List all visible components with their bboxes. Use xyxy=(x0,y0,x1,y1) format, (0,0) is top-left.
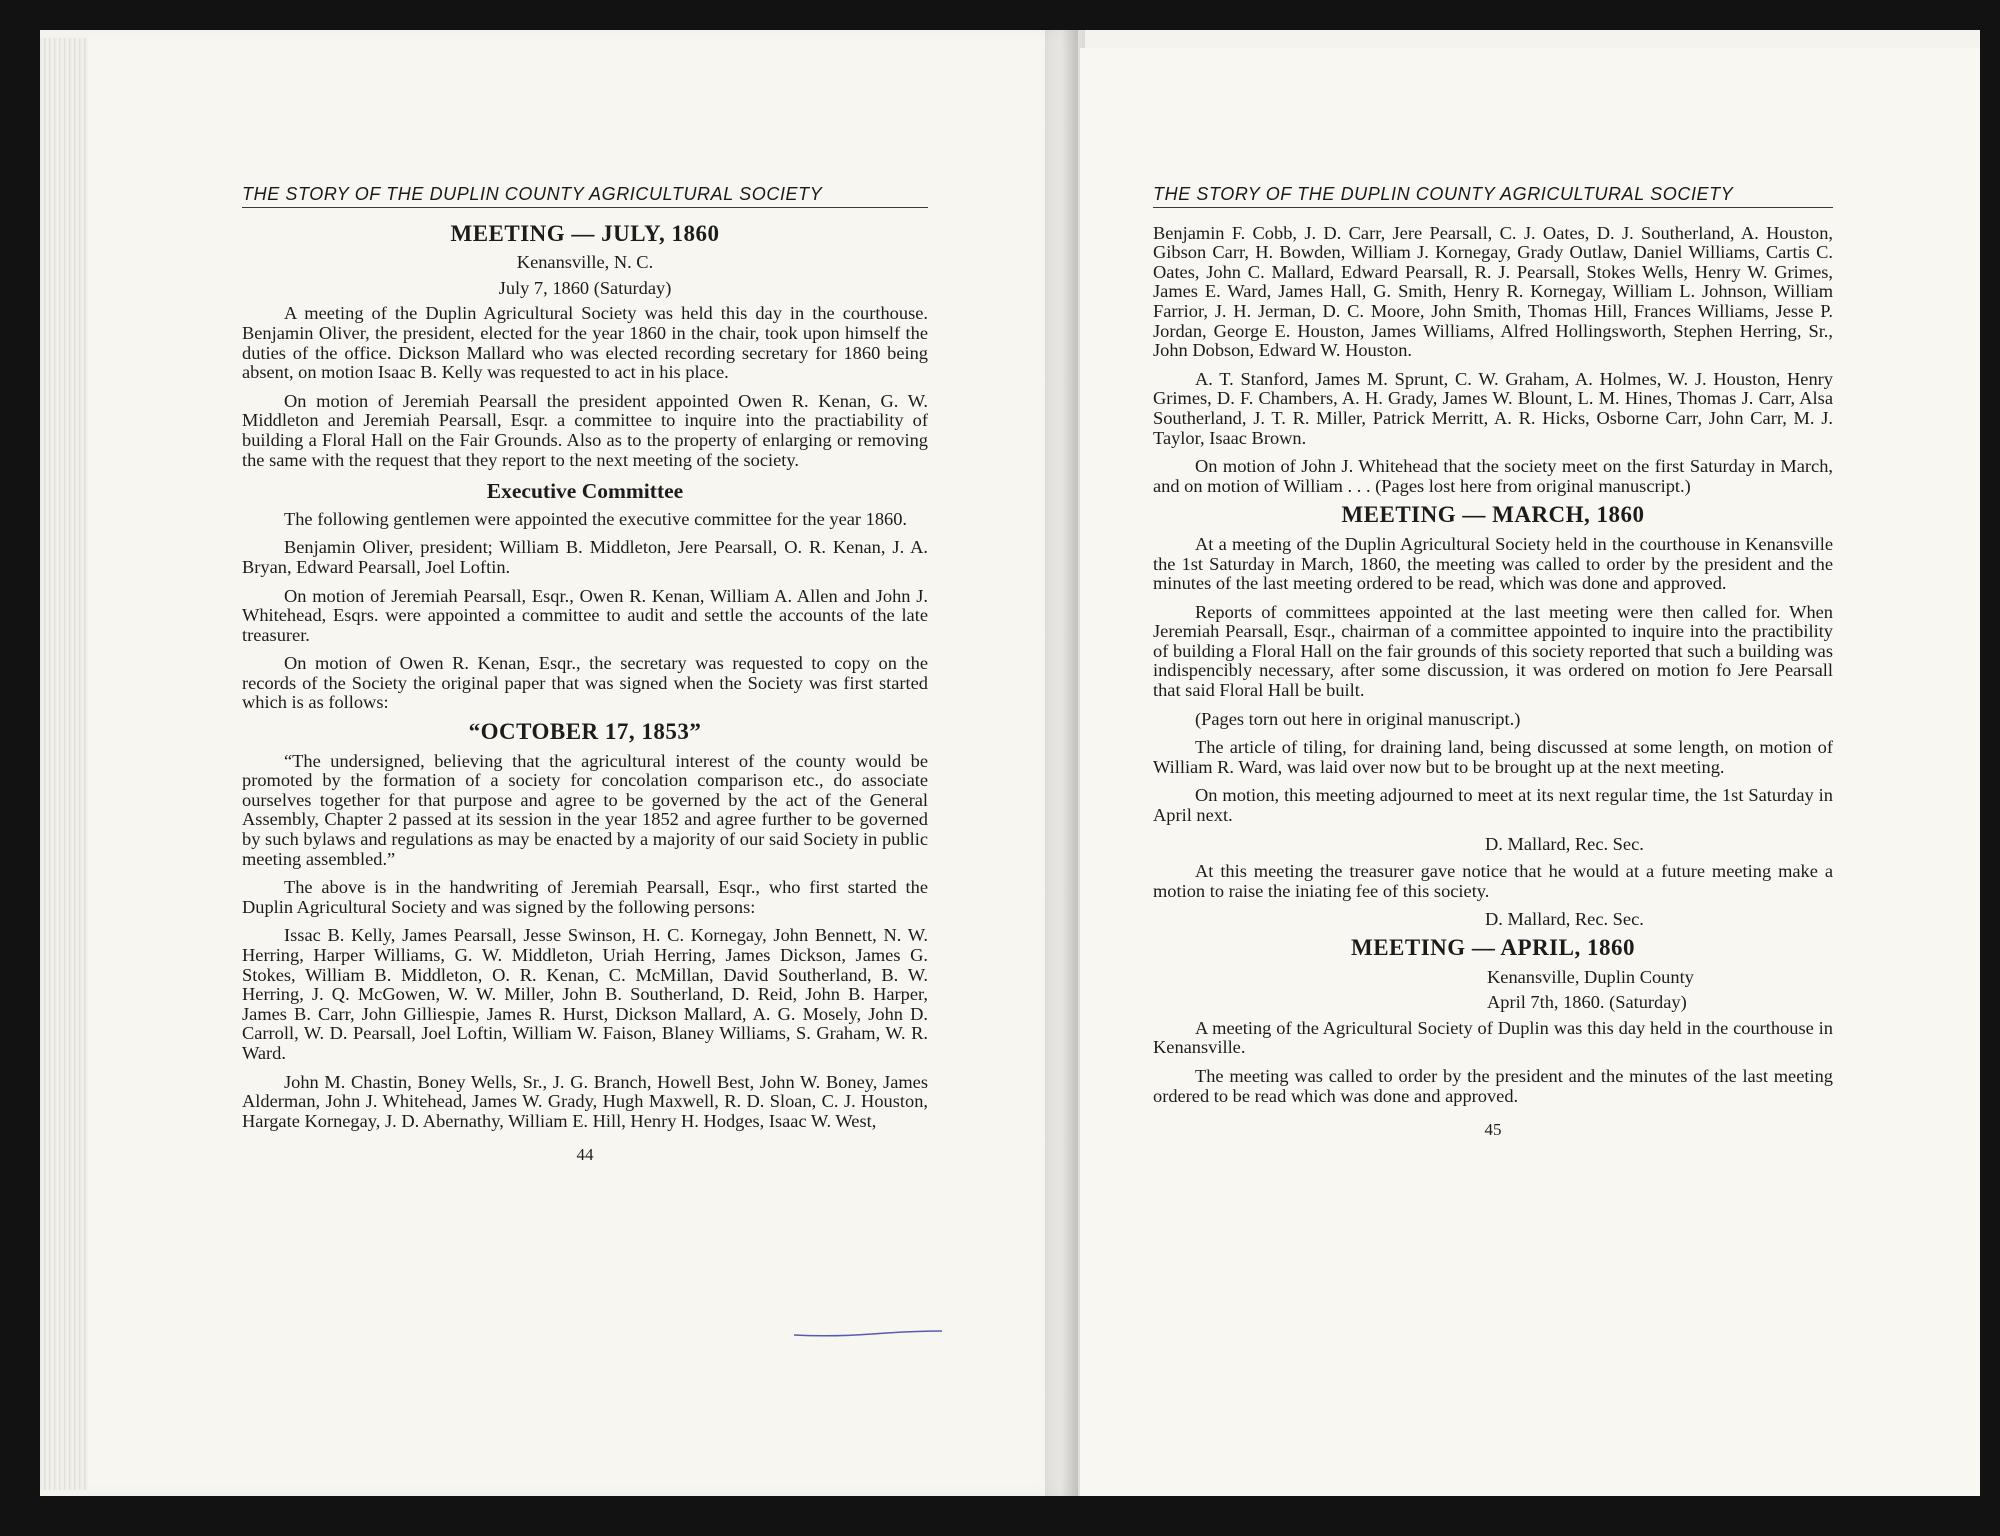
paragraph: “The undersigned, believing that the agricultural interest of the county would be promoted by the formation of a society for concolation comparison etc., do associate ourselves together for that purpose and agree to be governed by the act of the General Assembly, Chapter 2 passed at its session in the year 1852 and agree further to be governed by such bylaws and regulations as may be enacted by a majority of our said Society in public meeting assembled.” xyxy=(242,750,928,869)
paragraph: A meeting of the Duplin Agricultural Society was held this day in the courthouse. Benjamin Oliver, the president, elected for the year 1860 in the chair, took upon himself the duties of the office. Dickson Mallard who was elected recording secretary for 1860 being absent, on motion Isaac B. Kelly was requested to act in his place. xyxy=(242,303,928,383)
meeting-date: April 7th, 1860. (Saturday) xyxy=(1487,992,1687,1013)
paragraph: The following gentlemen were appointed the executive committee for the year 1860. xyxy=(284,508,908,529)
paragraph: (Pages torn out here in original manuscript.) xyxy=(1195,708,1521,729)
signature: D. Mallard, Rec. Sec. xyxy=(1485,909,1644,930)
running-head-right: THE STORY OF THE DUPLIN COUNTY AGRICULTURAL SOCIETY xyxy=(1153,185,1833,208)
page-number-right: 45 xyxy=(1484,1120,1502,1140)
meeting-march-heading: MEETING — MARCH, 1860 xyxy=(1341,502,1645,528)
member-list: Issac B. Kelly, James Pearsall, Jesse Swinson, H. C. Kornegay, John Bennett, N. W. Herring, Harper Williams, G. W. Middleton, Uriah Herring, James Dickson, James G. Stokes, William B. Middleton, O. R. Kenan, C. McMillan, David Southerland, B. W. Herring, J. Q. McGowen, W. W. Miller, John B. Southerland, D. Reid, John B. Harper, James B. Carr, John Gilliespie, James R. Hurst, Dickson Mallard, A. G. Mosely, John D. Carroll, W. D. Pearsall, Joel Loftin, William W. Faison, Blaney Williams, S. Graham, W. R. Ward. xyxy=(242,925,928,1063)
running-head-left: THE STORY OF THE DUPLIN COUNTY AGRICULTURAL SOCIETY xyxy=(242,185,928,208)
signature: D. Mallard, Rec. Sec. xyxy=(1485,833,1644,854)
page-number-left: 44 xyxy=(576,1145,594,1165)
paragraph: On motion of John J. Whitehead that the society meet on the first Saturday in March, and on motion of William . . . (Pages lost here from original manuscript.) xyxy=(1153,456,1833,496)
paragraph: Benjamin Oliver, president; William B. Middleton, Jere Pearsall, O. R. Kenan, J. A. Bryan, Edward Pearsall, Joel Loftin. xyxy=(242,537,928,577)
book-gutter xyxy=(1045,30,1085,1496)
paragraph: On motion of Owen R. Kenan, Esqr., the secretary was requested to copy on the records of the Society the original paper that was signed when the Society was first started which is as follows: xyxy=(242,653,928,713)
paragraph: On motion of Jeremiah Pearsall, Esqr., Owen R. Kenan, William A. Allen and John J. Whitehead, Esqrs. were appointed a committee to audit and settle the accounts of the late treasurer. xyxy=(242,585,928,645)
right-page-column xyxy=(1153,185,1833,1140)
member-list: Benjamin F. Cobb, J. D. Carr, Jere Pearsall, C. J. Oates, D. J. Southerland, A. Houston, Gibson Carr, H. Bowden, William J. Kornegay, Grady Outlaw, Daniel Williams, Cartis C. Oates, John C. Mallard, Edward Pearsall, R. J. Pearsall, Stokes Wells, Henry W. Grimes, James E. Ward, James Hall, G. Smith, Henry R. Kornegay, William L. Johnson, William Farrior, J. H. Jerman, D. C. Moore, John Smith, Thomas Hill, Frances Williams, Jesse P. Jordan, George E. Houston, James Williams, Alfred Hollingsworth, Stephen Herring, Sr., John Dobson, Edward W. Houston. xyxy=(1153,222,1833,361)
paragraph: At this meeting the treasurer gave notice that he would at a future meeting make a motion to raise the iniating fee of this society. xyxy=(1153,861,1833,901)
paragraph: On motion, this meeting adjourned to meet at its next regular time, the 1st Saturday in April next. xyxy=(1153,785,1833,826)
paragraph: The article of tiling, for draining land, being discussed at some length, on motion of William R. Ward, was laid over now but to be brought up at the next meeting. xyxy=(1153,737,1833,777)
meeting-place: Kenansville, Duplin County xyxy=(1487,966,1694,987)
pen-underline-mark xyxy=(792,1328,944,1338)
paragraph: Reports of committees appointed at the last meeting were then called for. When Jeremiah Pearsall, Esqr., chairman of a committee appointed to inquire into the practibility of building a Floral Hall on the fair grounds of this society reported that such a building was indispencibly necessary, after some discussion, it was ordered on motion fo Jere Pearsall that said Floral Hall be built. xyxy=(1153,601,1833,701)
page-edges xyxy=(40,38,88,1490)
member-list: John M. Chastin, Boney Wells, Sr., J. G. Branch, Howell Best, John W. Boney, James Alderman, John J. Whitehead, James W. Grady, Hugh Maxwell, R. D. Sloan, C. J. Houston, Hargate Kornegay, J. D. Abernathy, William E. Hill, Henry H. Hodges, Isaac W. West, xyxy=(242,1071,928,1131)
paragraph: The meeting was called to order by the president and the minutes of the last meeting ordered to be read which was done and approved. xyxy=(1153,1065,1833,1106)
meeting-july-heading: MEETING — JULY, 1860 xyxy=(450,220,720,246)
paragraph: On motion of Jeremiah Pearsall the president appointed Owen R. Kenan, G. W. Middleton and Jeremiah Pearsall, Esqr. a committee to inquire into the practiability of building a Floral Hall on the Fair Grounds. Also as to the property of enlarging or removing the same with the request that they report to the next meeting of the society. xyxy=(242,390,928,470)
member-list: A. T. Stanford, James M. Sprunt, C. W. Graham, A. Holmes, W. J. Houston, Henry Grimes, D. F. Chambers, A. H. Grady, James W. Blount, L. M. Hines, Thomas J. Carr, Alsa Southerland, J. T. R. Miller, Patrick Merritt, A. R. Hicks, Osborne Carr, John Carr, M. J. Taylor, Isaac Brown. xyxy=(1153,368,1833,448)
paragraph: The above is in the handwriting of Jeremiah Pearsall, Esqr., who first started the Duplin Agricultural Society and was signed by the following persons: xyxy=(242,877,928,917)
paragraph: At a meeting of the Duplin Agricultural Society held in the courthouse in Kenansville the 1st Saturday in March, 1860, the meeting was called to order by the president and the minutes of the last meeting ordered to be read, which was done and approved. xyxy=(1153,533,1833,594)
meeting-date: July 7, 1860 (Saturday) xyxy=(498,277,672,298)
meeting-place: Kenansville, N. C. xyxy=(516,252,654,273)
executive-committee-heading: Executive Committee xyxy=(486,479,684,504)
left-page-column xyxy=(242,185,928,1165)
meeting-april-heading: MEETING — APRIL, 1860 xyxy=(1351,935,1635,960)
paragraph: A meeting of the Agricultural Society of Duplin was this day held in the courthouse in Kenansville. xyxy=(1153,1017,1833,1058)
october-1853-heading: “OCTOBER 17, 1853” xyxy=(468,719,702,745)
